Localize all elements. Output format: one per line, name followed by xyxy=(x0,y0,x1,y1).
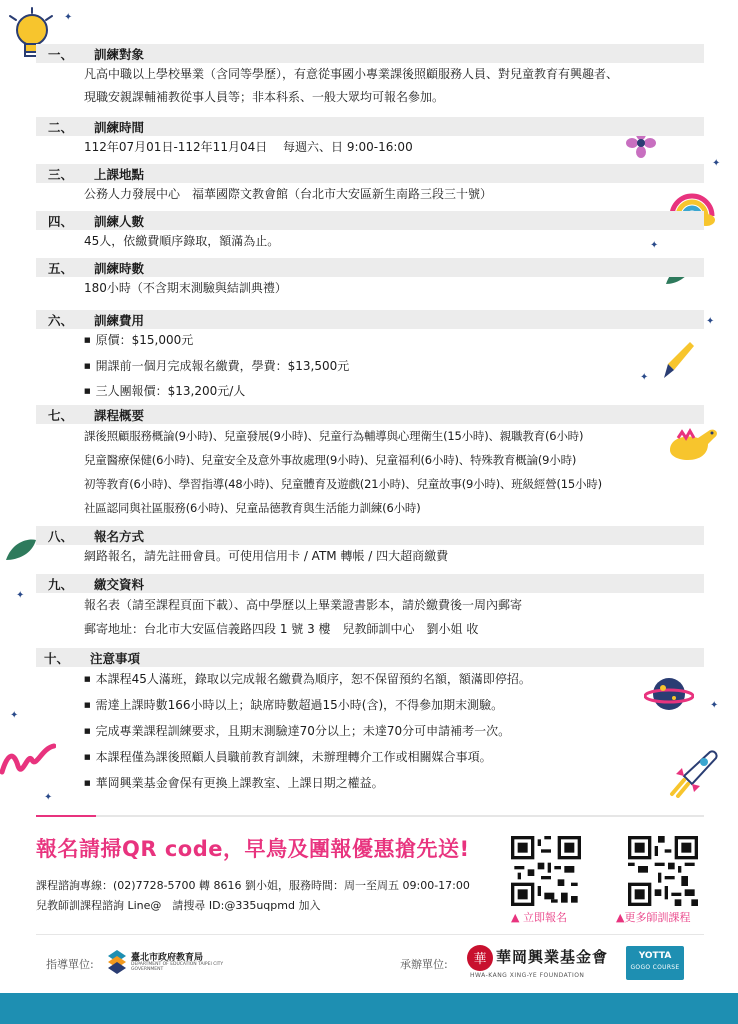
section-text: 180小時（不含期末測驗與結訓典禮） xyxy=(84,281,287,295)
notice-item: ■ 本課程僅為課後照顧人員職前教育訓練，未辦理轉介工作或相關媒合事項。 xyxy=(84,745,704,771)
section-title: 注意事項 xyxy=(90,650,141,666)
more-courses-label[interactable]: ▲更多師訓課程 xyxy=(616,911,691,924)
section-5 xyxy=(36,258,704,300)
accent-divider xyxy=(36,815,704,817)
bottom-color-bar xyxy=(0,993,738,1024)
section-title: 訓練時間 xyxy=(94,119,145,135)
course-line: 初等教育(6小時)、學習指導(48小時)、兒童體育及遊戲(21小時)、兒童故事(9小時)、班級經營(15小時) xyxy=(84,477,602,491)
host-unit-label: 承辦單位: xyxy=(400,958,448,971)
more-courses-qr-code[interactable] xyxy=(628,836,698,906)
host-org-name: 華岡興業基金會 xyxy=(496,948,609,966)
section-number: 二、 xyxy=(48,119,74,135)
cta-heading: 報名請掃QR code，早鳥及團報優惠搶先送! xyxy=(36,837,470,861)
section-10 xyxy=(36,648,704,797)
section-text: 凡高中職以上學校畢業（含同等學歷），有意從事國小專業課後照顧服務人員、對兒童教育有興趣者、 xyxy=(84,67,619,81)
section-title: 繳交資料 xyxy=(94,576,145,592)
contact-info xyxy=(36,876,470,916)
guide-unit-label: 指導單位: xyxy=(46,958,94,971)
section-4 xyxy=(36,211,704,253)
taipei-education-logo-icon xyxy=(106,948,128,974)
section-number: 六、 xyxy=(48,312,74,328)
section-number: 五、 xyxy=(48,260,74,276)
contact-phone: 課程諮詢專線：(02)7728-5700 轉 8616 劉小姐，服務時間：周一至周五 09:00-17:00 xyxy=(36,879,470,892)
fee-item: ■ 開課前一個月完成報名繳費，學費：$13,500元 xyxy=(84,355,704,381)
section-title: 課程概要 xyxy=(94,407,145,423)
notice-item: ■ 需達上課時數166小時以上；缺席時數超過15小時(含)，不得參加期末測驗。 xyxy=(84,693,704,719)
notice-item: ■ 本課程45人滿班，錄取以完成報名繳費為順序，恕不保留預約名額，額滿即停招。 xyxy=(84,667,704,693)
sparkle-icon: ✦ xyxy=(710,700,719,711)
section-title: 報名方式 xyxy=(94,528,145,544)
course-line: 社區認同與社區服務(6小時)、兒童品德教育與生活能力訓練(6小時) xyxy=(84,501,421,515)
guide-org-name: 臺北市政府教育局 xyxy=(131,953,204,963)
fee-item: ■ 三人團報價：$13,200元/人 xyxy=(84,380,704,406)
sparkle-icon: ✦ xyxy=(640,372,649,383)
section-text: 報名表（請至課程頁面下載）、高中學歷以上畢業證書影本，請於繳費後一周內郵寄 xyxy=(84,598,523,612)
section-text: 郵寄地址：台北市大安區信義路四段 1 號 3 樓 兒教師訓中心 劉小姐 收 xyxy=(84,622,479,636)
section-title: 上課地點 xyxy=(94,166,145,182)
sparkle-icon: ✦ xyxy=(712,158,721,169)
register-now-label[interactable]: ▲ 立即報名 xyxy=(511,911,567,924)
footer-divider xyxy=(36,934,704,935)
section-number: 三、 xyxy=(48,166,74,182)
section-text: 公務人力發展中心 福華國際文教會館（台北市大安區新生南路三段三十號） xyxy=(84,187,493,201)
course-line: 兒童醫療保健(6小時)、兒童安全及意外事故處理(9小時)、兒童福利(6小時)、特殊教育概論(9小時) xyxy=(84,453,577,467)
section-2 xyxy=(36,117,704,159)
course-line: 課後照顧服務概論(9小時)、兒童發展(9小時)、兒童行為輔導與心理衛生(15小時)、親職教育(6小時) xyxy=(84,429,584,443)
section-title: 訓練人數 xyxy=(94,213,145,229)
section-6 xyxy=(36,310,704,406)
sparkle-icon: ✦ xyxy=(650,240,659,251)
sparkle-icon: ✦ xyxy=(706,316,715,327)
section-title: 訓練費用 xyxy=(94,312,145,328)
section-number: 十、 xyxy=(44,650,70,666)
yotta-logo-subtext: GOGO COURSE xyxy=(630,964,680,971)
guide-org-name-en: DEPARTMENT OF EDUCATION TAIPEI CITY GOVERNMENT xyxy=(131,962,224,972)
sparkle-icon: ✦ xyxy=(16,590,25,601)
section-1 xyxy=(36,44,704,109)
section-text: 現職安親課輔補教從事人員等；非本科系、一般大眾均可報名參加。 xyxy=(84,90,445,104)
fee-item: ■ 原價：$15,000元 xyxy=(84,329,704,355)
section-number: 八、 xyxy=(48,528,74,544)
yotta-logo-text: YOTTA xyxy=(638,951,672,961)
section-number: 一、 xyxy=(48,46,74,62)
contact-line: 兒教師訓課程諮詢 Line@ 請搜尋 ID:@335uqpmd 加入 xyxy=(36,899,321,912)
section-text: 112年07月01日-112年11月04日 每週六、日 9:00-16:00 xyxy=(84,140,413,154)
host-org-name-en: HWA-KANG XING-YE FOUNDATION xyxy=(470,972,585,979)
leaf-icon xyxy=(4,536,38,562)
section-8 xyxy=(36,526,704,568)
section-title: 訓練時數 xyxy=(94,260,145,276)
hwakang-logo-icon xyxy=(466,944,494,972)
notice-item: ■ 華岡興業基金會保有更換上課教室、上課日期之權益。 xyxy=(84,771,704,797)
svg-text:華: 華 xyxy=(473,952,487,967)
section-9 xyxy=(36,574,704,641)
register-qr-code[interactable] xyxy=(511,836,581,906)
section-text: 網路報名，請先註冊會員。可使用信用卡 / ATM 轉帳 / 四大超商繳費 xyxy=(84,549,449,563)
yotta-logo xyxy=(626,946,684,980)
sparkle-icon: ✦ xyxy=(64,12,73,23)
section-number: 九、 xyxy=(48,576,74,592)
section-7 xyxy=(36,405,704,520)
notice-item: ■ 完成專業課程訓練要求，且期末測驗達70分以上；未達70分可申請補考一次。 xyxy=(84,719,704,745)
section-title: 訓練對象 xyxy=(94,46,145,62)
section-number: 七、 xyxy=(48,407,74,423)
section-number: 四、 xyxy=(48,213,74,229)
section-text: 45人，依繳費順序錄取，額滿為止。 xyxy=(84,234,280,248)
section-3 xyxy=(36,164,704,206)
sparkle-icon: ✦ xyxy=(44,792,53,803)
sparkle-icon: ✦ xyxy=(10,710,19,721)
